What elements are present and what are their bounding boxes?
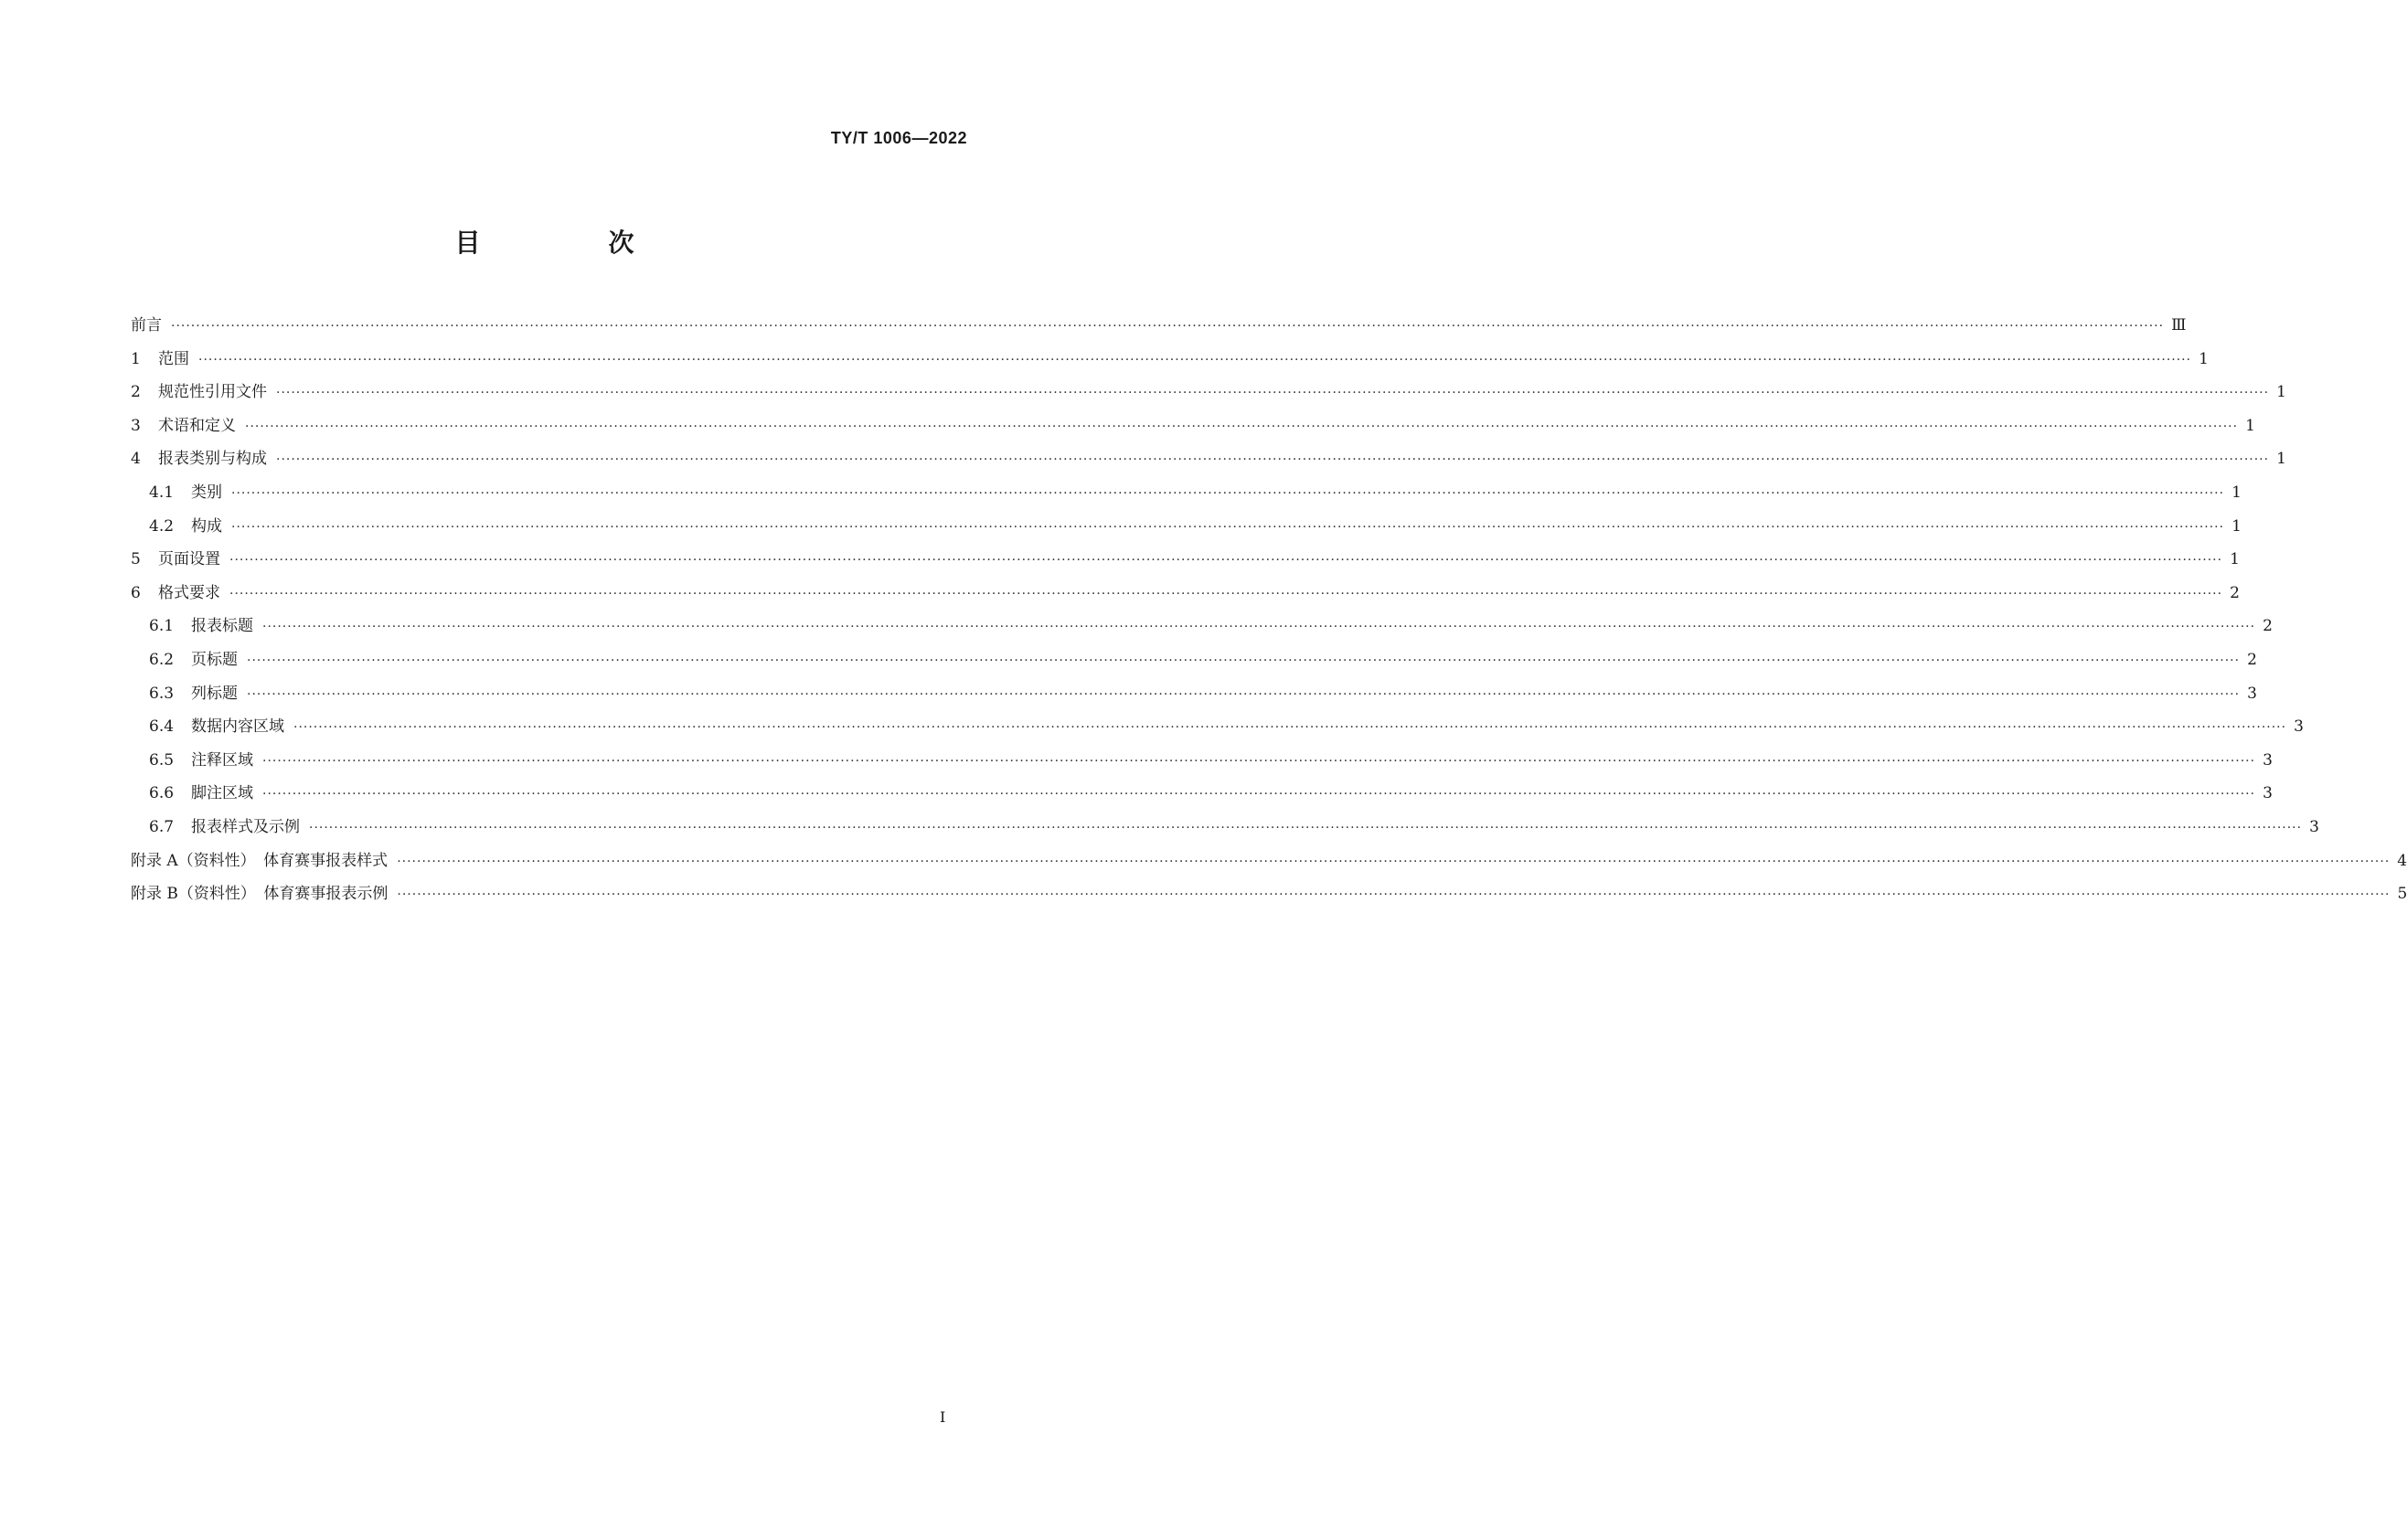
toc-entry-number: 6 [131,583,141,602]
toc-entry-page: 2 [2247,650,2257,669]
toc-dot-leader: ················································································································································································································································································································································································································ [229,586,2223,601]
toc-entry-page: 3 [2247,684,2257,703]
toc-entry-text: 前言 [131,316,162,335]
toc-entry-text: 报表标题 [191,617,253,636]
toc-entry-page: 5 [2397,885,2407,904]
toc-dot-leader: ················································································································································································································································································································································································································ [231,519,2225,535]
toc-entry-number: 6.2 [149,650,175,669]
toc-entry-label [131,412,236,435]
toc-entry-label [149,713,284,736]
toc-entry-page: 3 [2294,717,2304,737]
toc-entry[interactable] [131,747,2273,781]
toc-entry-label [149,479,222,502]
toc-entry[interactable] [131,412,2255,446]
toc-entry[interactable] [131,680,2257,714]
toc-entry[interactable] [131,445,2286,479]
toc-entry[interactable] [131,513,2242,547]
toc-dot-leader: ················································································································································································································································································································································································································ [198,352,2192,367]
toc-dot-leader: ················································································································································································································································································································································································································ [397,854,2391,869]
toc-entry-number: 3 [131,416,141,435]
toc-dot-leader: ················································································································································································································································································································································································································ [231,485,2225,501]
toc-entry-number: 4.1 [149,483,175,502]
toc-entry-text: 页标题 [191,650,238,669]
toc-dot-leader: ················································································································································································································································································································································································································ [262,620,2256,635]
toc-entry-text: 附录 A（资料性） 体育赛事报表样式 [131,851,389,870]
toc-entry-text: 范围 [158,349,189,368]
toc-entry-text: 数据内容区域 [191,717,284,737]
toc-entry-label [149,612,253,635]
toc-dot-leader: ················································································································································································································································································································································································································ [276,386,2270,401]
toc-entry[interactable] [131,646,2257,680]
toc-entry-page: 1 [2276,383,2286,402]
toc-entry-number: 5 [131,550,141,569]
toc-entry-label [131,579,220,602]
toc-entry[interactable] [131,579,2240,613]
toc-entry-text: 列标题 [191,684,238,703]
toc-entry-label [131,546,220,568]
toc-entry[interactable] [131,813,2319,847]
toc-entry-label [149,747,253,770]
toc-entry-text: 附录 B（资料性） 体育赛事报表示例 [131,885,389,904]
toc-entry-text: 格式要求 [158,583,220,602]
toc-entry[interactable] [131,378,2286,412]
toc-entry-label [149,680,238,703]
toc-entry[interactable] [131,479,2242,513]
toc-dot-leader: ················································································································································································································································································································································································································ [309,820,2303,835]
toc-entry-label [131,847,388,870]
page-title: 目 次 [454,228,686,258]
toc-entry[interactable] [131,847,2407,881]
toc-dot-leader: ················································································································································································································································································································································································································ [276,452,2270,468]
toc-entry-page: 2 [2263,617,2273,636]
toc-entry-text: 脚注区域 [191,784,253,803]
toc-entry-page: 2 [2230,583,2240,602]
toc-entry-text: 构成 [191,516,222,536]
toc-dot-leader: ················································································································································································································································································································································································································ [247,653,2241,668]
toc-dot-leader: ················································································································································································································································································································································································································ [262,753,2256,769]
toc-entry[interactable] [131,345,2209,379]
toc-entry-page: 1 [2231,516,2242,536]
toc-entry-text: 注释区域 [191,750,253,770]
toc-entry-page: 4 [2397,851,2407,870]
toc-dot-leader: ················································································································································································································································································································································································································ [245,419,2239,434]
toc-entry-text: 报表类别与构成 [158,450,267,469]
toc-entry-number: 2 [131,383,141,402]
toc-entry-page: 1 [2199,349,2209,368]
toc-entry-label [131,445,267,468]
toc-entry-page: 1 [2276,450,2286,469]
toc-entry-text: 规范性引用文件 [158,383,267,402]
document-code: TY/T 1006—2022 [830,129,967,147]
toc-entry[interactable] [131,612,2273,646]
toc-entry-label [149,780,253,802]
toc-entry-text: 术语和定义 [158,416,236,435]
toc-entry-label [149,513,222,536]
toc-entry-text: 报表样式及示例 [191,817,300,836]
toc-entry[interactable] [131,546,2240,579]
toc-dot-leader: ················································································································································································································································································································································································································ [247,686,2241,702]
toc-entry-text: 类别 [191,483,222,502]
table-of-contents [131,312,2407,914]
toc-dot-leader: ················································································································································································································································································································································································································ [293,720,2287,736]
toc-entry-page: 3 [2309,817,2319,836]
toc-entry-page: 3 [2263,750,2273,770]
toc-entry-number: 1 [131,349,141,368]
toc-entry-label [131,378,267,401]
toc-dot-leader: ················································································································································································································································································································································································································ [171,319,2165,334]
toc-entry-page: Ⅲ [2171,316,2187,335]
toc-entry-number: 4 [131,450,141,469]
toc-entry-label [131,345,189,368]
toc-dot-leader: ················································································································································································································································································································································································································ [229,553,2223,568]
toc-entry-label [131,312,162,335]
page-number: Ⅰ [940,1408,946,1426]
toc-entry[interactable] [131,713,2304,747]
toc-entry-label [149,646,238,669]
toc-entry-text: 页面设置 [158,550,220,569]
toc-entry-number: 6.4 [149,717,175,737]
toc-entry-page: 1 [2230,550,2240,569]
toc-entry[interactable] [131,780,2273,813]
toc-entry-number: 6.7 [149,817,175,836]
toc-entry-label [149,813,300,836]
toc-entry-number: 6.1 [149,617,175,636]
toc-entry[interactable] [131,312,2187,345]
toc-entry-page: 3 [2263,784,2273,803]
toc-entry-number: 4.2 [149,516,175,536]
toc-entry[interactable] [131,880,2407,914]
toc-entry-number: 6.6 [149,784,175,803]
toc-entry-number: 6.3 [149,684,175,703]
toc-entry-page: 1 [2231,483,2242,502]
toc-dot-leader: ················································································································································································································································································································································································································ [397,887,2391,903]
toc-dot-leader: ················································································································································································································································································································································································································ [262,787,2256,802]
toc-entry-page: 1 [2245,416,2255,435]
toc-entry-number: 6.5 [149,750,175,770]
toc-entry-label [131,880,388,903]
